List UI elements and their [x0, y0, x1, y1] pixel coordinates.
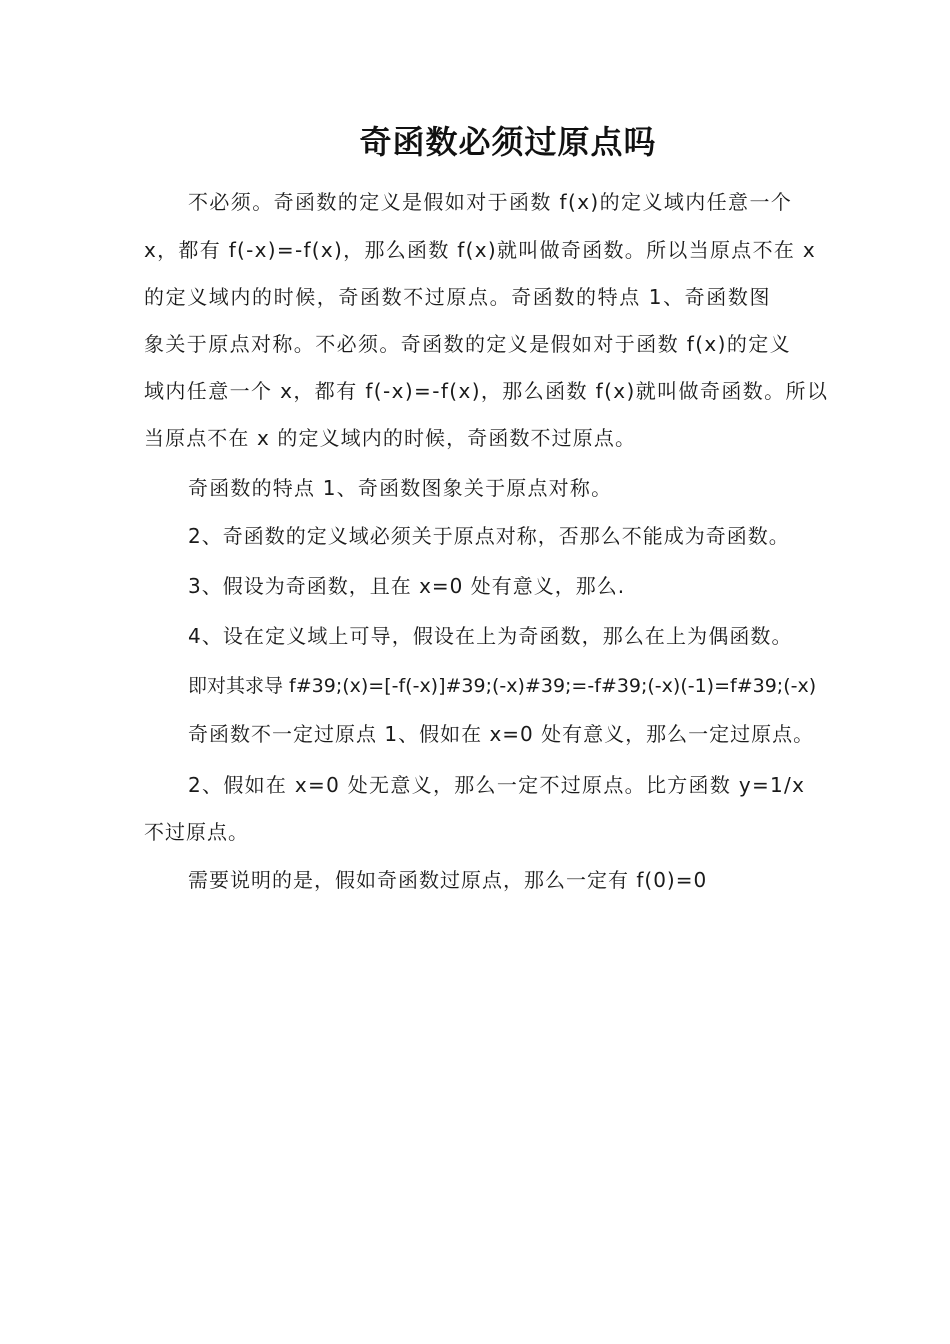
- paragraph-undefined-line: 2、假如在 x=0 处无意义，那么一定不过原点。比方函数 y=1/x: [188, 773, 806, 797]
- paragraph-note: 需要说明的是，假如奇函数过原点，那么一定有 f(0)=0: [188, 868, 708, 892]
- paragraph-features: 奇函数的特点 1、奇函数图象关于原点对称。: [188, 476, 613, 500]
- document-title: 奇函数必须过原点吗: [359, 123, 657, 161]
- paragraph-derivation: 即对其求导 f#39;(x)=[-f(-x)]#39;(-x)#39;=-f#39;(-x)(-1)=f#39;(-x): [188, 675, 817, 697]
- paragraph-line: 象关于原点对称。不必须。奇函数的定义是假如对于函数 f(x)的定义: [144, 332, 792, 356]
- paragraph-line: x，都有 f(-x)=-f(x)，那么函数 f(x)就叫做奇函数。所以当原点不在 x: [144, 238, 816, 262]
- paragraph-undefined-line: 不过原点。: [144, 820, 249, 844]
- paragraph-domain: 2、奇函数的定义域必须关于原点对称，否那么不能成为奇函数。: [188, 524, 790, 548]
- paragraph-not-always: 奇函数不一定过原点 1、假如在 x=0 处有意义，那么一定过原点。: [188, 722, 815, 746]
- paragraph-derivative: 4、设在定义域上可导，假设在上为奇函数，那么在上为偶函数。: [188, 624, 793, 648]
- paragraph-zero: 3、假设为奇函数，且在 x=0 处有意义，那么.: [188, 574, 626, 598]
- paragraph-line: 不必须。奇函数的定义是假如对于函数 f(x)的定义域内任意一个: [188, 190, 793, 214]
- paragraph-line: 的定义域内的时候，奇函数不过原点。奇函数的特点 1、奇函数图: [144, 285, 772, 309]
- paragraph-line: 域内任意一个 x，都有 f(-x)=-f(x)，那么函数 f(x)就叫做奇函数。所以: [144, 379, 829, 403]
- paragraph-line: 当原点不在 x 的定义域内的时候，奇函数不过原点。: [144, 426, 637, 450]
